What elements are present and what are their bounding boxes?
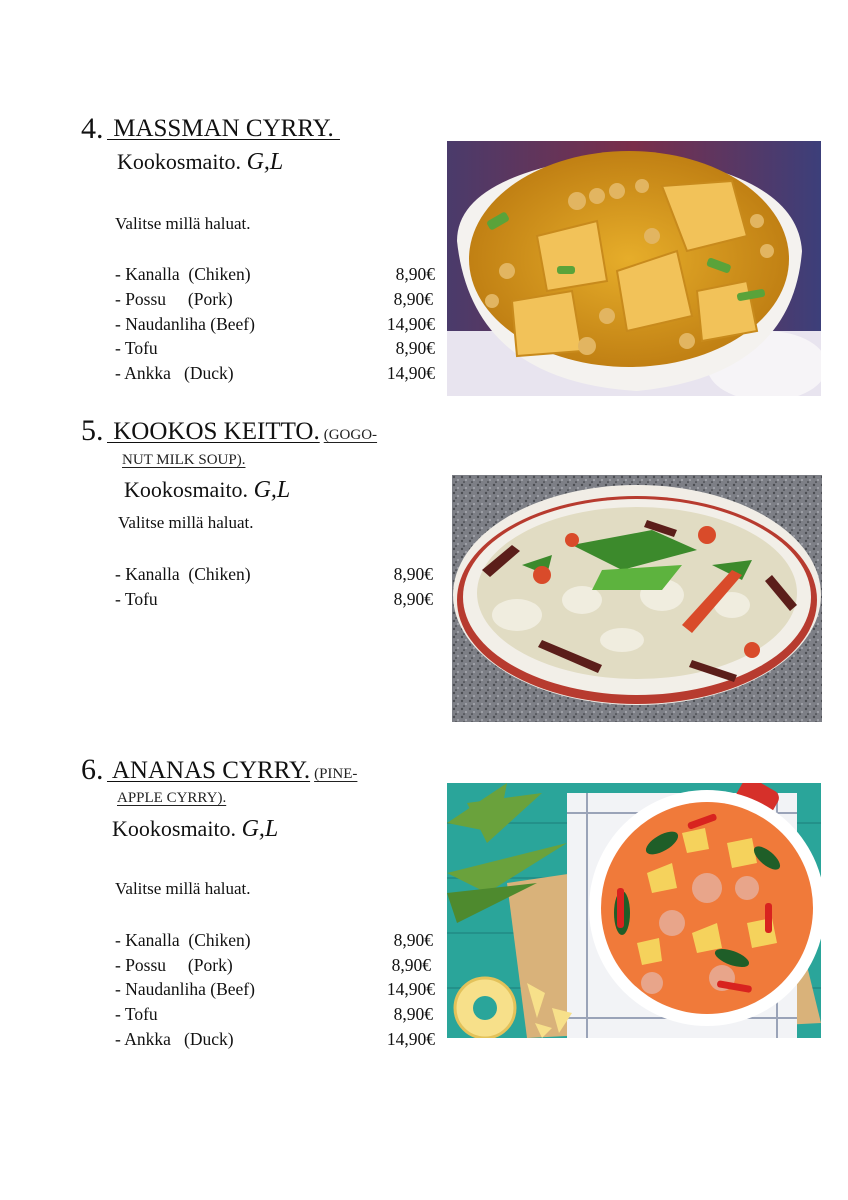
menu-item-label: - Ankka (Duck) (115, 1029, 234, 1049)
menu-item-label: - Naudanliha (Beef) (115, 314, 255, 334)
diet-label: G,L (246, 149, 284, 175)
section-6-title-row (107, 757, 357, 785)
menu-item-label: - Possu (Pork) (115, 289, 233, 309)
section-6-title-extra: (PINE- (314, 766, 358, 782)
section-5-base (124, 477, 290, 503)
menu-item-label: - Kanalla (Chiken) (115, 264, 251, 284)
coconut-soup-photo (452, 475, 822, 722)
menu-item-price: 8,90€ (393, 930, 433, 950)
menu-item-label: - Kanalla (Chiken) (115, 930, 251, 950)
section-5-title-extra: (GOGO- (323, 427, 378, 443)
menu-item-label: - Possu (Pork) (115, 955, 233, 975)
section-6-subtitle: APPLE CYRRY). (117, 790, 227, 806)
menu-item-price: 14,90€ (386, 979, 435, 999)
base-label: Kookosmaito. (112, 816, 237, 841)
section-5-instruction: Valitse millä haluat. (118, 513, 254, 532)
section-5-title: KOOKOS KEITTO. (107, 418, 320, 445)
section-4-number: 4. (81, 112, 104, 145)
massaman-curry-photo (447, 141, 821, 396)
menu-item-label: - Tofu (115, 1004, 158, 1024)
section-6-number: 6. (81, 753, 104, 786)
section-4-instruction: Valitse millä haluat. (115, 214, 251, 233)
menu-item-price: 8,90€ (393, 1004, 433, 1024)
menu-item-label: - Tofu (115, 589, 158, 609)
section-4-title: MASSMAN CYRRY. (107, 115, 340, 142)
menu-item-label: - Ankka (Duck) (115, 363, 234, 383)
section-6-title: ANANAS CYRRY. (107, 757, 311, 784)
menu-item-price: 8,90€ (393, 564, 433, 584)
diet-label: G,L (241, 816, 279, 842)
menu-item-price: 14,90€ (386, 314, 435, 334)
menu-item-label: - Tofu (115, 338, 158, 358)
section-6-instruction: Valitse millä haluat. (115, 879, 251, 898)
menu-item-price: 14,90€ (386, 1029, 435, 1049)
menu-item-price: 8,90€ (393, 289, 433, 309)
base-label: Kookosmaito. (117, 149, 242, 174)
menu-item-price: 8,90€ (395, 264, 435, 284)
section-5-subtitle: NUT MILK SOUP). (122, 452, 246, 468)
base-label: Kookosmaito. (124, 477, 249, 502)
menu-item-label: - Kanalla (Chiken) (115, 564, 251, 584)
menu-item-price: 8,90€ (395, 338, 435, 358)
section-5-title-row (107, 418, 377, 446)
pineapple-curry-photo (447, 783, 821, 1038)
menu-item-price: 8,90€ (391, 955, 431, 975)
section-4-base (117, 149, 283, 175)
diet-label: G,L (253, 477, 291, 503)
menu-item-label: - Naudanliha (Beef) (115, 979, 255, 999)
section-5-number: 5. (81, 414, 104, 447)
menu-item-price: 14,90€ (386, 363, 435, 383)
section-6-base (112, 816, 278, 842)
menu-item-price: 8,90€ (393, 589, 433, 609)
